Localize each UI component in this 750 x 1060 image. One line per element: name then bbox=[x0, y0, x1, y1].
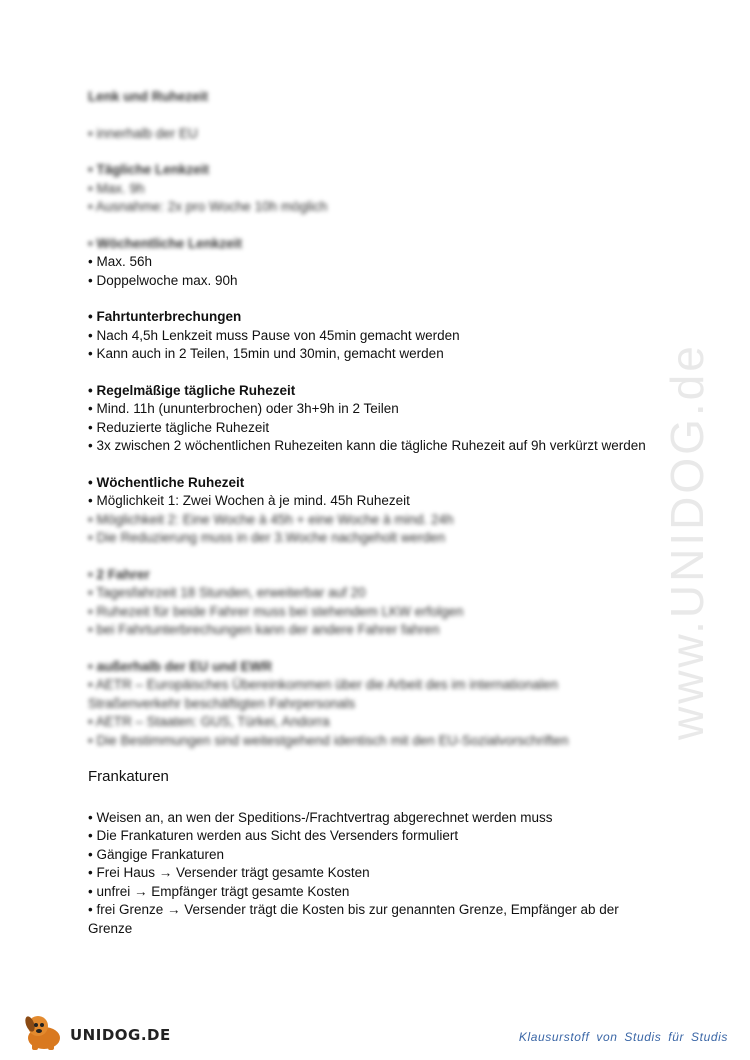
list-item: • Ausnahme: 2x pro Woche 10h möglich bbox=[88, 199, 328, 214]
dog-logo-icon bbox=[22, 1012, 68, 1052]
frankaturen-item: • unfrei → Empfänger trägt gesamte Kosten bbox=[88, 883, 350, 899]
main-heading: Lenk und Ruhezeit bbox=[88, 89, 209, 104]
document-content bbox=[88, 88, 648, 938]
list-item: • Reduzierte tägliche Ruhezeit bbox=[88, 419, 270, 435]
section-title: • außerhalb der EU und EWR bbox=[88, 658, 272, 674]
footer-tagline: Klausurstoff von Studis für Studis bbox=[518, 1030, 728, 1044]
section-title: • Regelmäßige tägliche Ruhezeit bbox=[88, 382, 296, 398]
watermark-text: www.UNIDOG.de bbox=[661, 343, 713, 740]
intro-line: • innerhalb der EU bbox=[88, 125, 198, 141]
section bbox=[88, 308, 648, 364]
list-item: • Doppelwoche max. 90h bbox=[88, 272, 238, 288]
list-item: • Möglichkeit 1: Zwei Wochen à je mind. 45h Ruhezeit bbox=[88, 493, 410, 508]
section bbox=[88, 474, 648, 548]
list-item: • Möglichkeit 2: Eine Woche à 45h + eine Woche à mind. 24h bbox=[88, 511, 454, 527]
list-item: • Kann auch in 2 Teilen, 15min und 30min, gemacht werden bbox=[88, 346, 444, 361]
section-title: • 2 Fahrer bbox=[88, 566, 150, 582]
list-item: • Die Reduzierung muss in der 3.Woche nachgeholt werden bbox=[88, 530, 446, 545]
list-item: • Max. 56h bbox=[88, 254, 153, 269]
list-item: • Tagesfahrzeit 18 Stunden, erweiterbar auf 20 bbox=[88, 585, 366, 600]
list-item: • Nach 4,5h Lenkzeit muss Pause von 45min gemacht werden bbox=[88, 327, 460, 343]
list-item: • AETR – Staaten: GUS, Türkei, Andorra bbox=[88, 714, 330, 729]
section-title: • Wöchentliche Ruhezeit bbox=[88, 474, 245, 490]
section bbox=[88, 658, 648, 751]
frankaturen-item: • frei Grenze → Versender trägt die Kosten bis zur genannten Grenze, Empfänger ab der Grenze bbox=[88, 902, 619, 936]
frankaturen-list bbox=[88, 809, 648, 939]
section bbox=[88, 566, 648, 640]
list-item: • Die Bestimmungen sind weitestgehend identisch mit den EU-Sozialvorschriften bbox=[88, 732, 569, 748]
section-title: • Wöchentliche Lenkzeit bbox=[88, 235, 242, 251]
heading-section bbox=[88, 88, 648, 107]
frankaturen-item: • Weisen an, an wen der Speditions-/Frachtvertrag abgerechnet werden muss bbox=[88, 809, 553, 825]
section-title: • Tägliche Lenkzeit bbox=[88, 162, 210, 177]
list-item: • bei Fahrtunterbrechungen kann der andere Fahrer fahren bbox=[88, 622, 440, 637]
list-item: • Max. 9h bbox=[88, 180, 145, 196]
section bbox=[88, 235, 648, 291]
frankaturen-item: • Frei Haus → Versender trägt gesamte Kosten bbox=[88, 865, 370, 880]
frankaturen-item: • Gängige Frankaturen bbox=[88, 846, 225, 862]
list-item: • Mind. 11h (ununterbrochen) oder 3h+9h in 2 Teilen bbox=[88, 401, 399, 416]
intro-section bbox=[88, 125, 648, 144]
list-item: • Ruhezeit für beide Fahrer muss bei stehendem LKW erfolgen bbox=[88, 603, 464, 619]
section bbox=[88, 382, 648, 456]
section bbox=[88, 161, 648, 217]
list-item: • 3x zwischen 2 wöchentlichen Ruhezeiten kann die tägliche Ruhezeit auf 9h verkürzt werden bbox=[88, 438, 646, 453]
frankaturen-item: • Die Frankaturen werden aus Sicht des Versenders formuliert bbox=[88, 828, 459, 843]
section-title: • Fahrtunterbrechungen bbox=[88, 309, 242, 324]
sections-container bbox=[88, 161, 648, 750]
footer-logo bbox=[22, 1012, 182, 1052]
logo-text: UNIDOG.DE bbox=[70, 1026, 171, 1044]
list-item: • AETR – Europäisches Übereinkommen über die Arbeit des im internationalen Straßenverkehr beschäftigten Fahrpersonals bbox=[88, 677, 558, 711]
frankaturen-heading: Frankaturen bbox=[88, 768, 169, 785]
